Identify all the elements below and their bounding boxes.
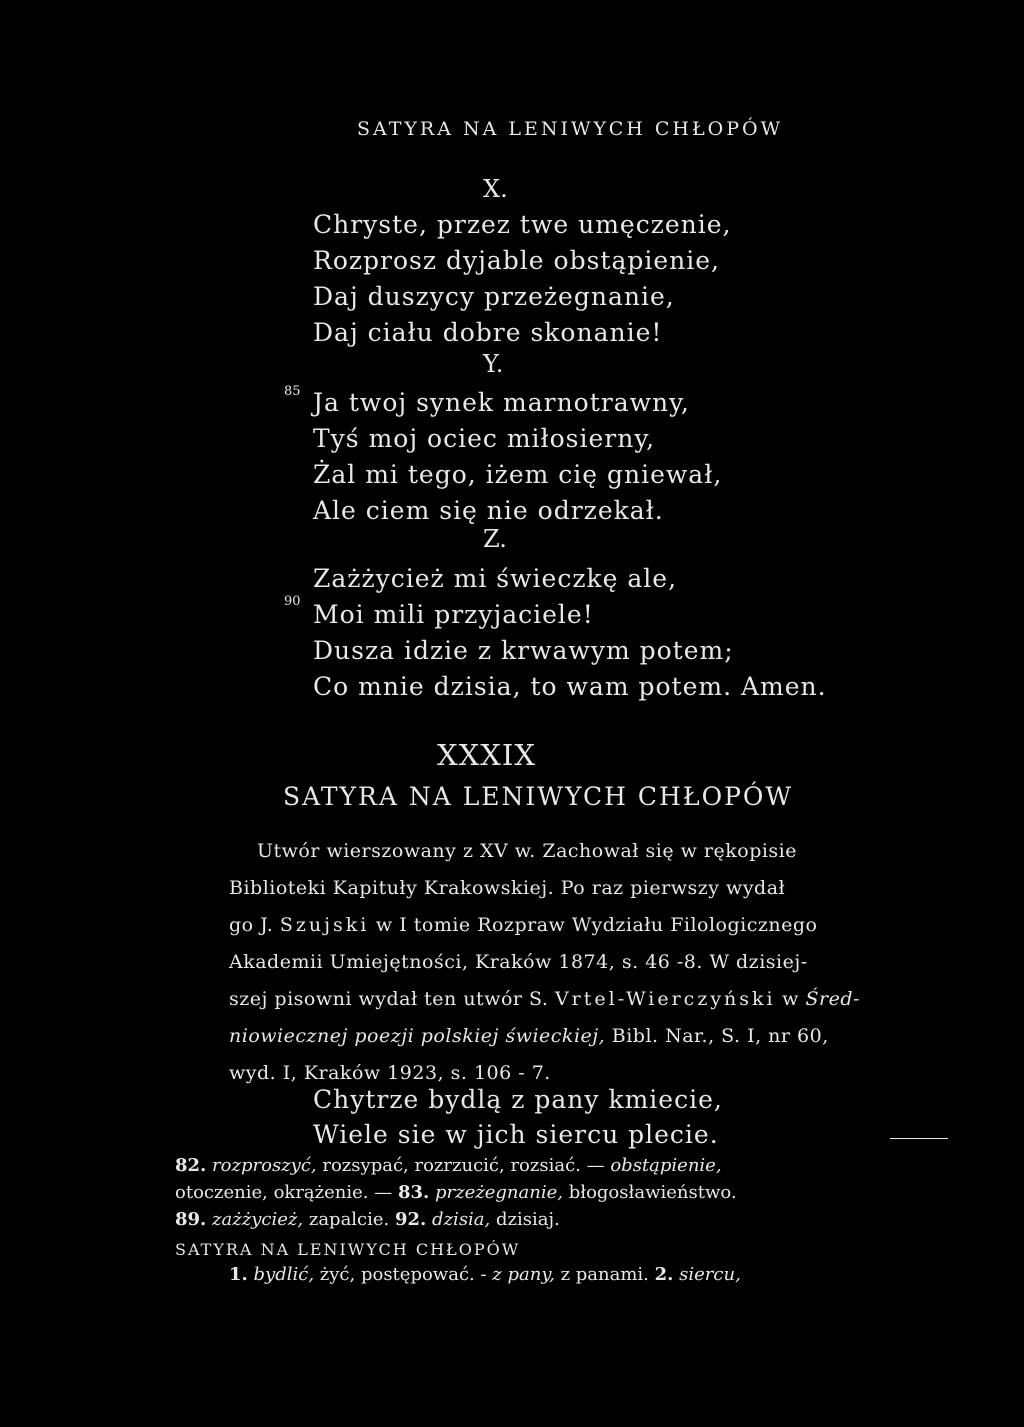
- verse-line: Ale ciem się nie odrzekał.: [313, 496, 664, 525]
- poem-title: SATYRA NA LENIWYCH CHŁOPÓW: [283, 782, 794, 811]
- verse-line: Moi mili przyjaciele!: [313, 600, 594, 629]
- footnote-heading: SATYRA NA LENIWYCH CHŁOPÓW: [175, 1240, 521, 1259]
- satire-line: Chytrze bydlą z pany kmiecie,: [313, 1085, 723, 1114]
- footnote-line: otoczenie, okrążenie. — 83. przeżegnanie, błogosławieństwo.: [175, 1182, 737, 1203]
- verse-line: Tyś moj ociec miłosierny,: [313, 424, 656, 453]
- intro-line: Biblioteki Kapituły Krakowskiej. Po raz pierwszy wydał: [229, 877, 786, 899]
- stanza-label-z: Z.: [483, 525, 507, 553]
- stanza-label-y: Y.: [483, 350, 504, 378]
- verse-line: Daj ciału dobre skonanie!: [313, 318, 663, 347]
- verse-line: Daj duszycy przeżegnanie,: [313, 282, 675, 311]
- running-head: SATYRA NA LENIWYCH CHŁOPÓW: [357, 118, 784, 140]
- verse-line: Ja twoj synek marnotrawny,: [313, 388, 690, 417]
- intro-line: wyd. I, Kraków 1923, s. 106 - 7.: [229, 1062, 551, 1084]
- verse-line: Zażżycież mi świeczkę ale,: [313, 564, 678, 593]
- footnote-line: 82. rozproszyć, rozsypać, rozrzucić, rozsiać. — obstąpienie,: [175, 1155, 722, 1176]
- intro-line: Akademii Umiejętności, Kraków 1874, s. 46 -8. W dzisiej-: [229, 951, 808, 973]
- line-number: 90: [284, 594, 301, 609]
- verse-line: Co mnie dzisia, to wam potem. Amen.: [313, 672, 827, 701]
- footnote-line: 89. zażżycież, zapalcie. 92. dzisia, dzisiaj.: [175, 1209, 560, 1230]
- intro-line: szej pisowni wydał ten utwór S. Vrtel-Wierczyński w Śred-: [229, 988, 860, 1010]
- intro-line: go J. Szujski w I tomie Rozpraw Wydziału Filologicznego: [229, 914, 818, 936]
- intro-line: Utwór wierszowany z XV w. Zachował się w rękopisie: [257, 840, 798, 862]
- verse-line: Dusza idzie z krwawym potem;: [313, 636, 734, 665]
- verse-line: Żal mi tego, iżem cię gniewał,: [313, 460, 723, 489]
- footnote-line: 1. bydlić, żyć, postępować. - z pany, z panami. 2. siercu,: [229, 1264, 741, 1285]
- verse-line: Rozprosz dyjable obstąpienie,: [313, 246, 720, 275]
- intro-line: niowiecznej poezji polskiej świeckiej, Bibl. Nar., S. I, nr 60,: [229, 1025, 829, 1047]
- line-number: 85: [284, 384, 301, 399]
- verse-line: Chryste, przez twe umęczenie,: [313, 210, 732, 239]
- satire-line: Wiele sie w jich siercu plecie.: [313, 1120, 719, 1149]
- note-rule: [890, 1138, 948, 1139]
- stanza-label-x: X.: [483, 175, 508, 203]
- poem-number: XXXIX: [437, 738, 537, 772]
